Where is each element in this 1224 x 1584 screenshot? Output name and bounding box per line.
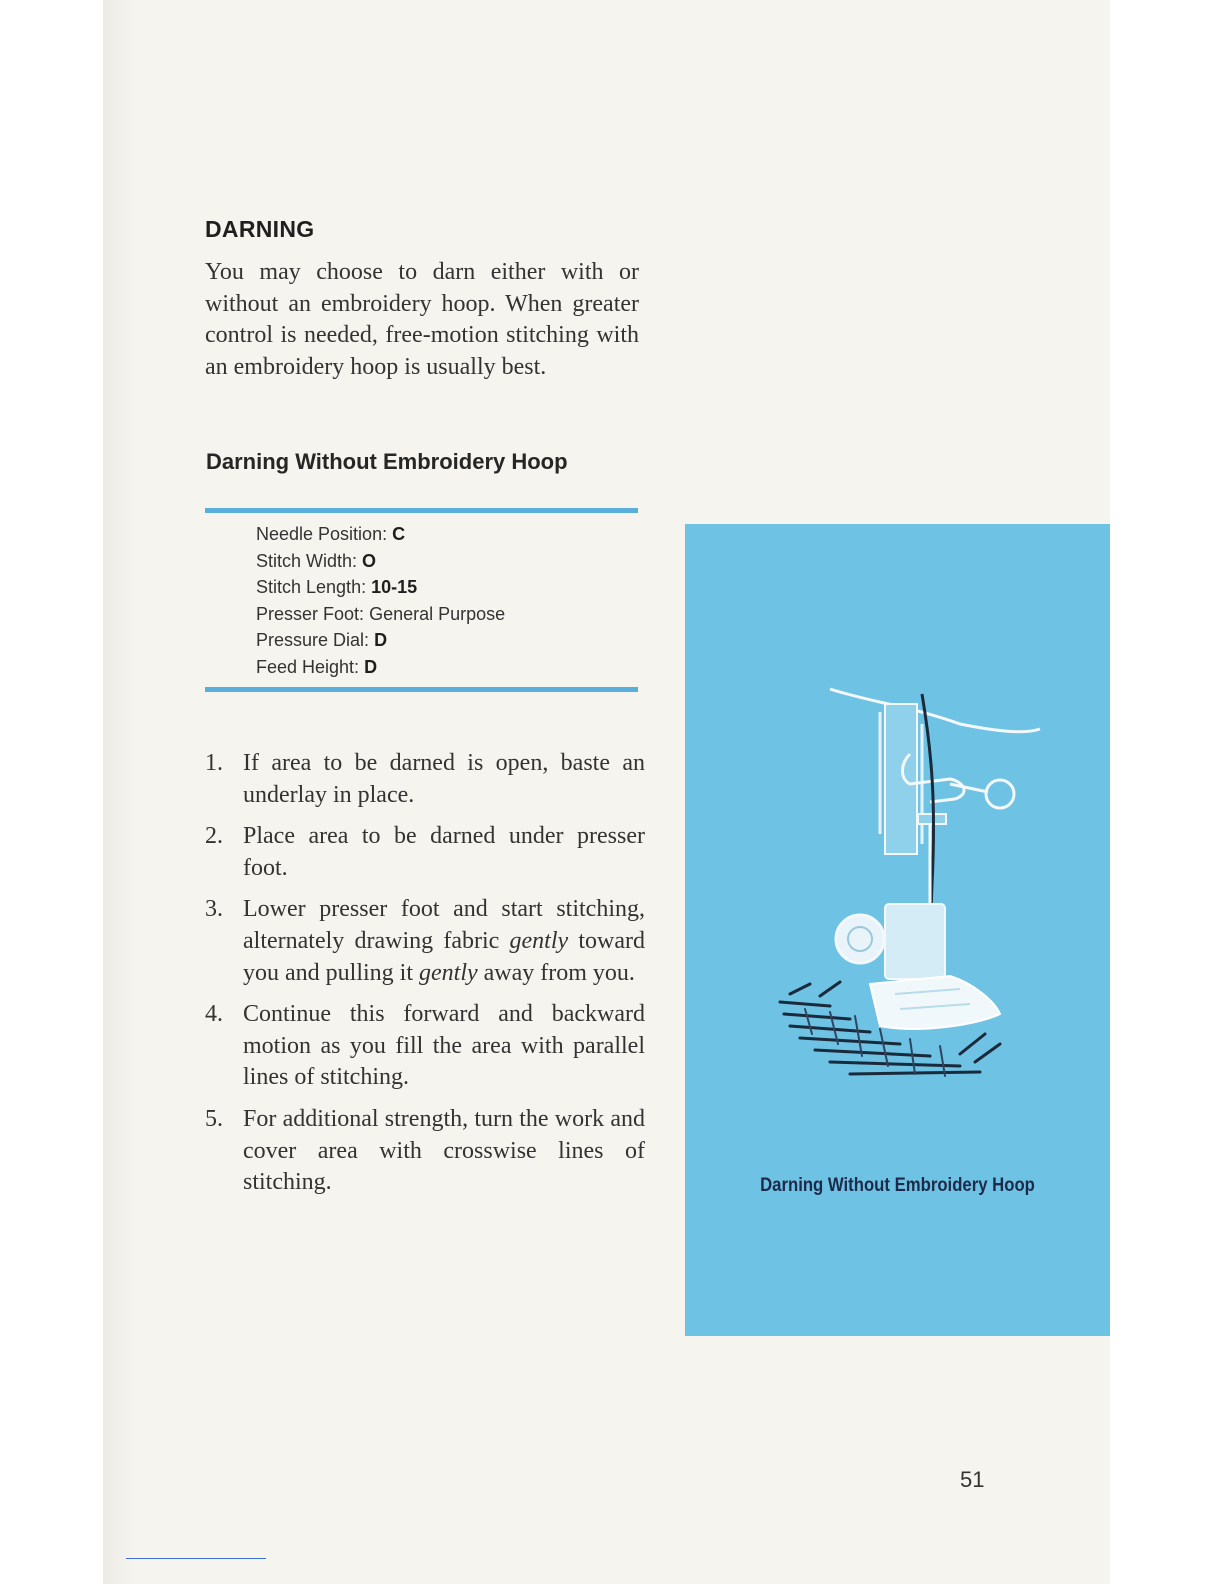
setting-value: D [364, 656, 378, 677]
sewing-machine-foot-illustration [760, 684, 1060, 1104]
settings-top-rule [205, 508, 638, 513]
setting-value: General Purpose [369, 603, 506, 624]
page-shadow [103, 0, 135, 1584]
illustration-panel [685, 524, 1110, 1336]
intro-paragraph: You may choose to darn either with or without an embroidery hoop. When greater control is needed, free-motion stitching with an embroidery hoop is usually best. [205, 259, 639, 380]
step-text: Continue this forward and backward motion as you fill the area with parallel lines of stitching. [243, 1001, 645, 1091]
setting-label: Feed Height: [256, 656, 360, 677]
step-text-part: Lower presser foot and start stitching, alternately drawing fabric [243, 896, 645, 954]
step-number: 5. [205, 1105, 223, 1132]
figure-caption: Darning Without Embroidery Hoop [760, 1175, 1035, 1196]
step-item [205, 1104, 645, 1199]
step-number: 4. [205, 1001, 223, 1028]
bottom-rule [126, 1558, 266, 1559]
step-item [205, 894, 645, 989]
machine-settings-list [256, 521, 505, 681]
step-item [205, 821, 645, 884]
setting-label: Needle Position: [256, 524, 388, 544]
subsection-title: Darning Without Embroidery Hoop [206, 449, 568, 474]
setting-value: C [392, 524, 406, 544]
setting-label: Stitch Width: [256, 550, 358, 571]
section-title: DARNING [205, 216, 315, 242]
setting-value: D [374, 630, 388, 651]
step-text-part: away from you. [477, 959, 635, 986]
step-number: 1. [205, 750, 223, 776]
settings-bottom-rule [205, 687, 638, 692]
step-number: 2. [205, 823, 223, 850]
step-emphasis: gently [419, 959, 478, 986]
setting-feed-height [256, 654, 505, 681]
setting-label: Pressure Dial: [256, 630, 370, 651]
step-text [243, 894, 645, 989]
setting-stitch-length [256, 574, 505, 601]
setting-pressure-dial [256, 627, 505, 654]
step-text: If area to be darned is open, baste an underlay in place. [243, 750, 645, 808]
setting-value: 10-15 [371, 577, 418, 598]
step-text: Place area to be darned under presser foot. [243, 823, 645, 881]
setting-label: Stitch Length: [256, 577, 367, 598]
setting-stitch-width [256, 548, 505, 575]
steps-list [205, 748, 645, 1209]
step-text: For additional strength, turn the work and cover area with crosswise lines of stitching. [243, 1105, 645, 1196]
step-emphasis: gently [509, 927, 569, 954]
step-number: 3. [205, 896, 223, 923]
step-item [205, 748, 645, 811]
setting-needle-position [256, 521, 505, 548]
step-item [205, 999, 645, 1094]
setting-label: Presser Foot: [256, 603, 365, 624]
step-text-part: toward you and pulling it [243, 927, 645, 986]
page-number: 51 [960, 1467, 985, 1492]
setting-value: O [362, 550, 377, 571]
setting-presser-foot [256, 601, 505, 628]
